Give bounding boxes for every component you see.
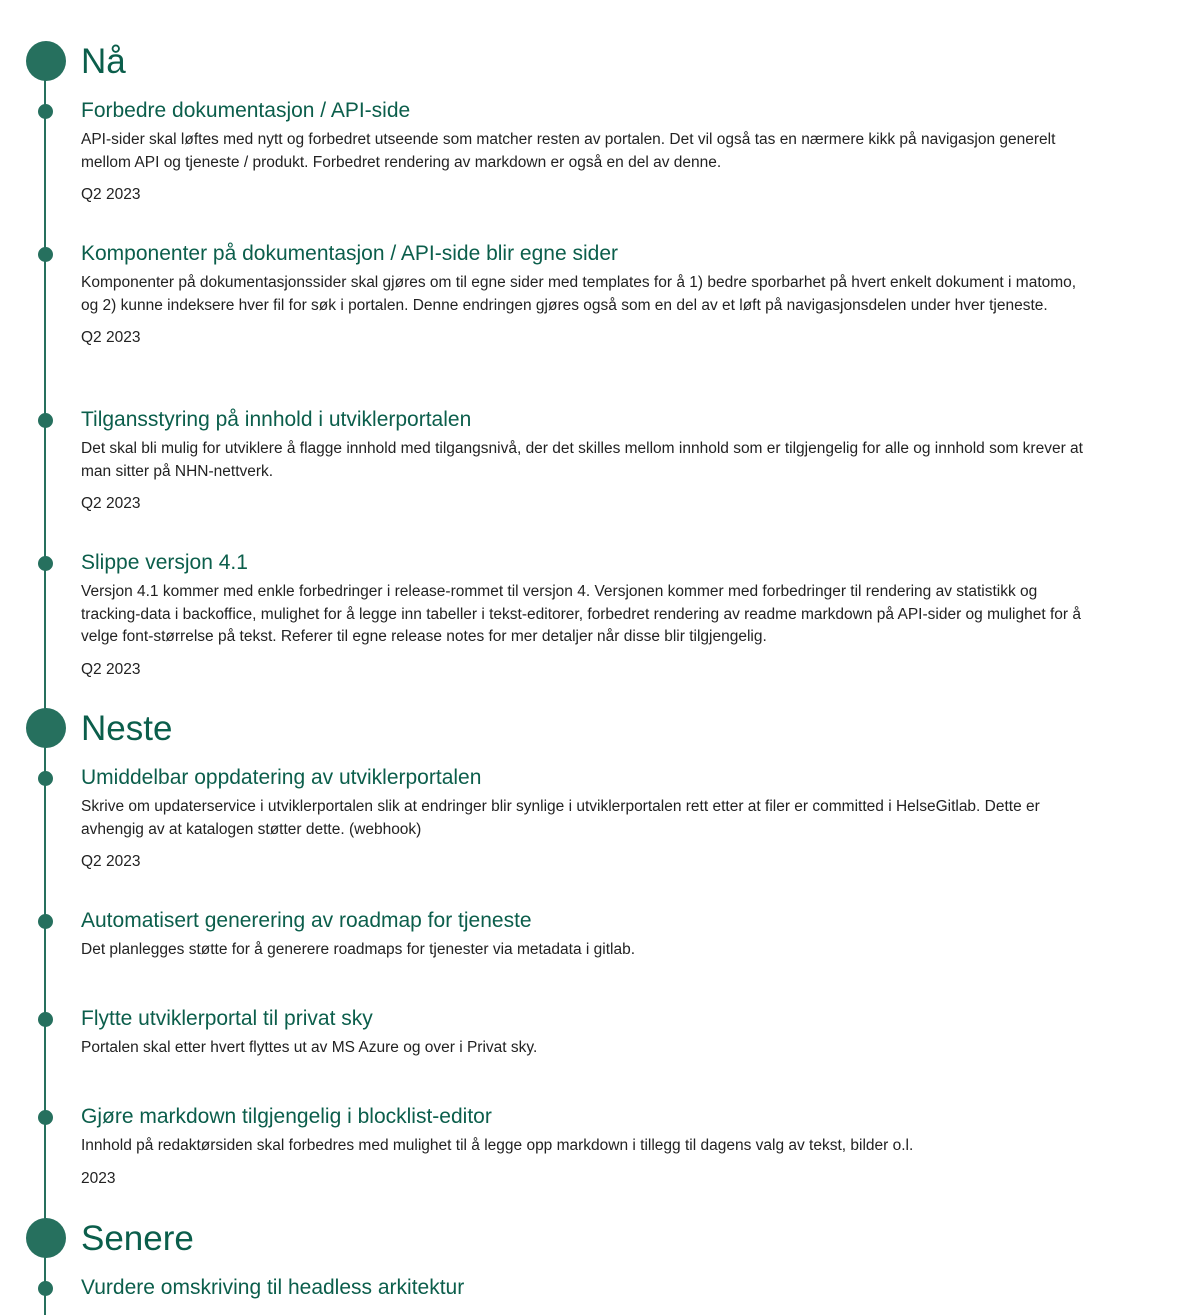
item-description: Innhold på redaktørsiden skal forbedres med mulighet til å legge opp markdown i tillegg til dagens valg av tekst, bilder o.l.: [81, 1137, 914, 1154]
item-title: Umiddelbar oppdatering av utviklerportalen: [81, 766, 482, 789]
item-marker: [38, 1110, 53, 1125]
item-description: Det planlegges støtte for å generere roadmaps for tjenester via metadata i gitlab.: [81, 941, 635, 958]
roadmap-item: [81, 1104, 1091, 1190]
item-title: Vurdere omskriving til headless arkitektur: [81, 1276, 465, 1299]
roadmap-item: [81, 908, 1091, 962]
item-description: Skrive om updaterservice i utviklerportalen slik at endringer blir synlige i utviklerportalen rett etter at filer er committed i HelseGitlab. Dette er avhengig av at katalogen støtter dette. (webhook): [81, 798, 1040, 838]
item-title: Komponenter på dokumentasjon / API-side blir egne sider: [81, 242, 618, 265]
item-title: Forbedre dokumentasjon / API-side: [81, 99, 411, 122]
roadmap-item: [81, 407, 1091, 515]
item-description: Versjon 4.1 kommer med enkle forbedringer i release-rommet til versjon 4. Versjonen kommer med forbedringer til rendering av statistikk og tracking-data i backoffice, mulighet for å legge inn tabeller i tekst-editorer, forbedret rendering av readme markdown på API-sider og mulighet for å velge font-størrelse på tekst. Referer til egne release notes for mer detaljer når disse blir tilgjengelig.: [81, 583, 1081, 645]
item-title: Automatisert generering av roadmap for tjeneste: [81, 909, 532, 932]
roadmap-item: [81, 550, 1091, 681]
item-marker: [38, 1012, 53, 1027]
phase-title-neste: Neste: [81, 709, 173, 748]
item-marker: [38, 771, 53, 786]
phase-marker: [26, 41, 66, 81]
item-marker: [38, 556, 53, 571]
item-description: Det skal bli mulig for utviklere å flagge innhold med tilgangsnivå, der det skilles mellom innhold som er tilgjengelig for alle og innhold som krever at man sitter på NHN-nettverk.: [81, 440, 1083, 480]
phase-marker: [26, 708, 66, 748]
roadmap-item: [81, 1275, 1091, 1306]
item-description: Komponenter på dokumentasjonssider skal gjøres om til egne sider med templates for å 1) bedre sporbarhet på hvert enkelt dokument i matomo, og 2) kunne indeksere hver fil for søk i portalen. Denne endringen gjøres også som en del av et løft på navigasjonsdelen under hver tjeneste.: [81, 274, 1077, 314]
roadmap-item: [81, 1006, 1091, 1060]
item-date: Q2 2023: [81, 329, 141, 346]
phase-title-na: Nå: [81, 42, 126, 81]
item-date: 2023: [81, 1169, 116, 1187]
item-marker: [38, 914, 53, 929]
roadmap-item: [81, 241, 1091, 349]
item-title: Tilgansstyring på innhold i utviklerportalen: [81, 408, 472, 431]
item-date: Q2 2023: [81, 660, 141, 678]
item-date: Q2 2023: [81, 853, 141, 870]
item-marker: [38, 247, 53, 262]
item-title: Flytte utviklerportal til privat sky: [81, 1007, 373, 1030]
item-date: Q2 2023: [81, 495, 141, 512]
item-marker: [38, 413, 53, 428]
roadmap-item: [81, 765, 1091, 873]
item-date: Q2 2023: [81, 186, 141, 203]
item-title: Gjøre markdown tilgjengelig i blocklist-editor: [81, 1105, 492, 1128]
item-description: API-sider skal løftes med nytt og forbedret utseende som matcher resten av portalen. Det vil også tas en nærmere kikk på navigasjon generelt mellom API og tjeneste / produkt. Forbedret rendering av markdown er også en del av denne.: [81, 131, 1056, 171]
item-description: Portalen skal etter hvert flyttes ut av MS Azure og over i Privat sky.: [81, 1039, 538, 1056]
item-title: Slippe versjon 4.1: [81, 551, 248, 574]
item-marker: [38, 104, 53, 119]
phase-title-senere: Senere: [81, 1219, 194, 1258]
roadmap-item: [81, 98, 1091, 206]
phase-marker: [26, 1218, 66, 1258]
item-marker: [38, 1281, 53, 1296]
